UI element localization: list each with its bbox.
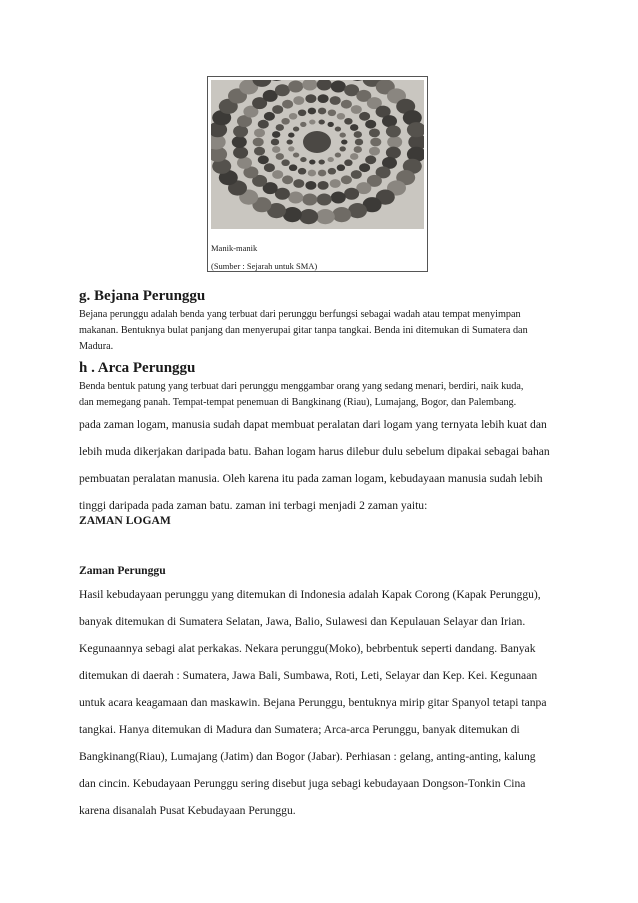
bead <box>300 122 306 127</box>
bead <box>308 108 316 115</box>
bead <box>298 168 306 175</box>
bead <box>258 120 269 129</box>
bead <box>293 96 304 105</box>
bead <box>351 105 362 114</box>
text-line: makanan. Bentuknya bulat panjang dan menyerupai gitar tanpa tangkai. Benda ini ditemukan di Sumatera dan <box>79 325 528 336</box>
text-line: Madura. <box>79 341 114 352</box>
bead <box>300 157 306 162</box>
perunggu-line: karena disanalah Pusat Kebudayaan Perunggu. <box>79 804 296 817</box>
bead <box>308 170 316 177</box>
bead <box>282 175 293 184</box>
perunggu-line: Kegunaannya sebagi alat perkakas. Nekara perunggu(Moko), bebrbentuk seperti dandang. Banyak <box>79 642 536 655</box>
zaman-logam-heading: ZAMAN LOGAM <box>79 514 171 527</box>
bead <box>289 113 297 120</box>
bead <box>288 192 303 204</box>
bead <box>319 159 325 164</box>
bead <box>330 96 341 105</box>
perunggu-line: Hasil kebudayaan perunggu yang ditemukan di Indonesia adalah Kapak Corong (Kapak Perunggu), <box>79 588 541 601</box>
bead <box>237 157 252 169</box>
bead <box>298 109 306 116</box>
bejana-paragraph <box>79 307 549 355</box>
intro-line: lebih muda dikerjakan daripada batu. Bahan logam harus dilebur dulu sebelum dipakai sebagai bahan <box>79 445 550 458</box>
bead <box>382 115 397 127</box>
intro-line: pada zaman logam, manusia sudah dapat membuat peralatan dari logam yang ternyata lebih kuat dan <box>79 418 547 431</box>
heading-bejana-perunggu: g. Bejana Perunggu <box>79 288 206 304</box>
bead <box>365 155 376 164</box>
bead <box>340 133 346 138</box>
bead <box>335 126 341 131</box>
bead <box>264 112 275 121</box>
bead <box>318 181 329 190</box>
bead <box>344 159 352 166</box>
bead <box>309 159 315 164</box>
bead <box>272 170 283 179</box>
bead <box>330 179 341 188</box>
bead <box>288 81 303 93</box>
bead <box>281 159 289 166</box>
bead <box>386 147 401 159</box>
intro-line: tinggi daripada pada zaman batu. zaman ini terbagi menjadi 2 zaman yaitu: <box>79 499 428 512</box>
bead <box>258 155 269 164</box>
bead <box>305 181 316 190</box>
bead <box>337 113 345 120</box>
bead <box>335 152 341 157</box>
bead <box>341 139 347 144</box>
bead <box>354 131 362 138</box>
bead <box>331 192 346 204</box>
bead <box>386 125 401 137</box>
bead <box>287 139 293 144</box>
bead <box>319 119 325 124</box>
bead <box>350 124 358 131</box>
heading-arca-perunggu: h . Arca Perunggu <box>79 360 196 376</box>
bead <box>232 136 247 148</box>
bead <box>272 146 280 153</box>
text-line: Bejana perunggu adalah benda yang terbuat dari perunggu berfungsi sebagai wadah atau tempat menyimpan <box>79 309 521 320</box>
bead <box>351 170 362 179</box>
bead <box>293 126 299 131</box>
bead <box>288 133 294 138</box>
bead <box>359 112 370 121</box>
bead <box>276 124 284 131</box>
perunggu-line: banyak ditemukan di Sumatera Selatan, Jawa, Balio, Sulawesi dan Kepulauan Selayar dan Irian. <box>79 615 526 628</box>
bead <box>354 146 362 153</box>
bead <box>309 119 315 124</box>
beads-photo <box>211 80 424 229</box>
bead <box>281 118 289 125</box>
bead <box>318 94 329 103</box>
bead <box>332 207 351 222</box>
bead <box>341 175 352 184</box>
bead <box>254 129 265 138</box>
bead <box>328 157 334 162</box>
perunggu-line: Bangkinang(Riau), Lumajang (Jatim) dan Bogor (Jabar). Perhiasan : gelang, anting-anting, kalung <box>79 750 536 763</box>
bead <box>359 163 370 172</box>
bead <box>305 94 316 103</box>
bead <box>365 120 376 129</box>
bead <box>328 109 336 116</box>
bead <box>272 131 280 138</box>
bead <box>341 100 352 109</box>
bead <box>369 147 380 156</box>
bead <box>387 136 402 148</box>
bead <box>303 131 331 153</box>
bead <box>328 168 336 175</box>
bead <box>302 80 317 91</box>
bead <box>288 146 294 151</box>
perunggu-line: dan cincin. Kebudayaan Perunggu sering disebut juga sebagi kebudayaan Dongson-Tonkin Cina <box>79 777 526 790</box>
bead <box>264 163 275 172</box>
bead <box>253 138 264 147</box>
figure-box <box>207 76 428 272</box>
bead <box>316 209 335 224</box>
bead <box>344 118 352 125</box>
bead <box>337 164 345 171</box>
bead <box>254 147 265 156</box>
bead <box>275 84 290 96</box>
bead <box>355 139 363 146</box>
bead <box>318 108 326 115</box>
bead <box>369 129 380 138</box>
bead <box>328 122 334 127</box>
bead <box>317 80 332 91</box>
text-line: dan memegang panah. Tempat-tempat penemuan di Bangkinang (Riau), Lumajang, Bogor, dan Palembang. <box>79 397 517 408</box>
bead <box>271 139 279 146</box>
text-line: Benda bentuk patung yang terbuat dari perunggu menggambar orang yang sedang menari, berdiri, naik kuda, <box>79 381 524 392</box>
bead <box>272 105 283 114</box>
bead <box>293 152 299 157</box>
bead <box>340 146 346 151</box>
bead <box>276 153 284 160</box>
perunggu-line: ditemukan di daerah : Sumatera, Jawa Bali, Sumbawa, Roti, Leti, Selayar dan Kep. Kei. Kegunaan <box>79 669 538 682</box>
bead <box>370 138 381 147</box>
bead <box>317 194 332 206</box>
bead <box>282 100 293 109</box>
bead <box>318 170 326 177</box>
bead <box>233 125 248 137</box>
figure-caption-title: Manik-manik <box>211 243 258 253</box>
bead <box>344 188 359 200</box>
bead <box>289 164 297 171</box>
bead <box>293 179 304 188</box>
bead <box>233 147 248 159</box>
bead <box>302 194 317 206</box>
perunggu-line: tangkai. Hanya ditemukan di Madura dan Sumatera; Arca-arca Perunggu, banyak ditemukan di <box>79 723 520 736</box>
bead <box>350 153 358 160</box>
zaman-perunggu-heading: Zaman Perunggu <box>79 564 166 577</box>
bead <box>331 81 346 93</box>
beads-image <box>211 80 424 229</box>
intro-line: pembuatan peralatan manusia. Oleh karena itu pada zaman logam, kebudayaan manusia sudah lebih <box>79 472 543 485</box>
perunggu-line: untuk acara keagamaan dan maskawin. Bejana Perunggu, bentuknya mirip gitar Spanyol tetapi tanpa <box>79 696 547 709</box>
arca-paragraph <box>79 379 549 411</box>
bead <box>299 209 318 224</box>
figure-caption-source: (Sumber : Sejarah untuk SMA) <box>211 261 318 271</box>
